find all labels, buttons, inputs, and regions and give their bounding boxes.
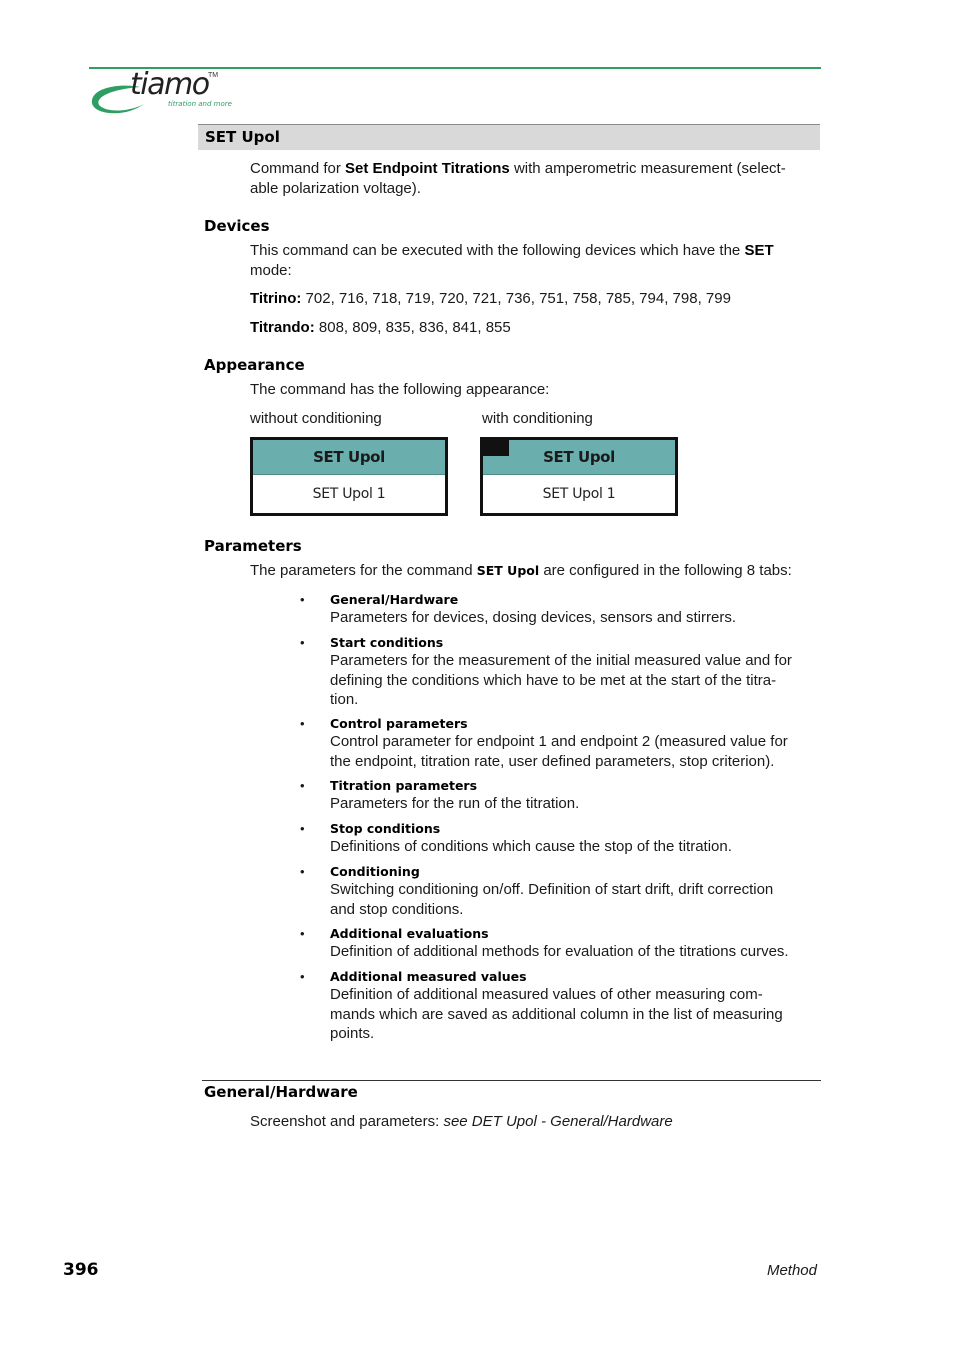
tab-item-description xyxy=(330,837,820,857)
bullet-icon: • xyxy=(300,592,305,607)
block-title: SET Upol xyxy=(543,448,615,466)
tab-item-title: Titration parameters xyxy=(330,778,478,793)
logo-tagline: titration and more xyxy=(168,100,232,108)
with-conditioning-label: with conditioning xyxy=(482,410,593,427)
desc-line: Definition of additional methods for evaluation of the titrations curves. xyxy=(330,943,789,960)
devices-paragraph xyxy=(250,241,774,280)
devices-line1: This command can be executed with the following devices which have the xyxy=(250,242,745,259)
titrando-label: Titrando: xyxy=(250,319,315,336)
bullet-icon: • xyxy=(300,716,305,731)
bullet-icon: • xyxy=(300,778,305,793)
section-title-bar xyxy=(198,124,820,150)
titrando-line xyxy=(250,318,511,338)
devices-heading: Devices xyxy=(204,217,270,235)
parameters-intro xyxy=(250,561,792,581)
command-block-without-conditioning xyxy=(250,437,448,516)
tab-item-title: Conditioning xyxy=(330,864,420,879)
tiamo-logo xyxy=(88,67,238,118)
intro-bold: Set Endpoint Titrations xyxy=(345,160,510,177)
desc-line: points. xyxy=(330,1025,375,1042)
logo-wordmark: tiamo xyxy=(130,67,209,102)
general-hardware-prefix: Screenshot and parameters: xyxy=(250,1113,444,1130)
tab-item-description xyxy=(330,608,820,628)
parameters-heading: Parameters xyxy=(204,537,302,555)
parameters-command-name: SET Upol xyxy=(476,563,540,578)
titrino-list: 702, 716, 718, 719, 720, 721, 736, 751, 758, 785, 794, 798, 799 xyxy=(301,290,731,307)
tab-item-description xyxy=(330,732,820,771)
desc-line: Definition of additional measured values of other measuring com- xyxy=(330,986,763,1003)
tab-item-title: Control parameters xyxy=(330,716,468,731)
tab-item-title: General/Hardware xyxy=(330,592,459,607)
desc-line: Switching conditioning on/off. Definition of start drift, drift correction xyxy=(330,881,774,898)
titrino-line xyxy=(250,289,731,309)
bullet-icon: • xyxy=(300,635,305,650)
titrando-list: 808, 809, 835, 836, 841, 855 xyxy=(314,319,511,336)
tab-item-title: Additional measured values xyxy=(330,969,527,984)
block-name: SET Upol 1 xyxy=(542,486,616,502)
desc-line: Parameters for devices, dosing devices, sensors and stirrers. xyxy=(330,609,737,626)
intro-prefix: Command for xyxy=(250,160,346,177)
desc-line: Definitions of conditions which cause the stop of the titration. xyxy=(330,838,732,855)
page-number: 396 xyxy=(63,1260,99,1280)
intro-paragraph xyxy=(250,159,786,198)
desc-line: the endpoint, titration rate, user defined parameters, stop criterion). xyxy=(330,752,775,770)
footer-section-name: Method xyxy=(766,1262,817,1279)
desc-line: Control parameter for endpoint 1 and endpoint 2 (measured value for xyxy=(330,733,788,750)
block-header xyxy=(253,440,445,475)
subsection-rule xyxy=(202,1080,821,1081)
logo-trademark: TM xyxy=(208,72,219,79)
page-title: SET Upol xyxy=(205,128,280,146)
tab-item-description xyxy=(330,942,820,962)
parameters-intro-prefix: The parameters for the command xyxy=(250,562,477,579)
tab-item-title: Stop conditions xyxy=(330,821,441,836)
general-hardware-text xyxy=(250,1112,673,1132)
intro-line2: able polarization voltage). xyxy=(250,179,421,197)
devices-set-bold: SET xyxy=(744,242,774,259)
bullet-icon: • xyxy=(300,821,305,836)
tab-item-title: Start conditions xyxy=(330,635,444,650)
cross-reference-link[interactable]: see DET Upol - General/Hardware xyxy=(443,1113,673,1130)
desc-line: tion. xyxy=(330,691,359,708)
parameters-intro-suffix: are configured in the following 8 tabs: xyxy=(539,562,792,579)
block-name: SET Upol 1 xyxy=(312,486,386,502)
desc-line: and stop conditions. xyxy=(330,900,464,918)
titrino-label: Titrino: xyxy=(250,290,302,307)
conditioning-flag-icon xyxy=(483,440,509,456)
block-header xyxy=(483,440,675,475)
devices-line2: mode: xyxy=(250,261,292,279)
general-hardware-heading: General/Hardware xyxy=(204,1083,358,1101)
bullet-icon: • xyxy=(300,926,305,941)
tab-item-title: Additional evaluations xyxy=(330,926,489,941)
block-title: SET Upol xyxy=(313,448,385,466)
without-conditioning-label: without conditioning xyxy=(250,410,382,427)
tab-item-description xyxy=(330,880,820,919)
bullet-icon: • xyxy=(300,864,305,879)
tab-item-description xyxy=(330,651,820,710)
desc-line: Parameters for the measurement of the initial measured value and for xyxy=(330,652,792,669)
command-block-with-conditioning xyxy=(480,437,678,516)
desc-line: defining the conditions which have to be met at the start of the titra- xyxy=(330,671,777,689)
intro-rest: with amperometric measurement (select- xyxy=(509,160,786,177)
appearance-heading: Appearance xyxy=(204,356,305,374)
desc-line: mands which are saved as additional column in the list of measuring xyxy=(330,1005,783,1023)
tab-item-description xyxy=(330,794,820,814)
appearance-text: The command has the following appearance: xyxy=(250,381,550,398)
desc-line: Parameters for the run of the titration. xyxy=(330,795,580,812)
bullet-icon: • xyxy=(300,969,305,984)
tab-item-description xyxy=(330,985,820,1044)
